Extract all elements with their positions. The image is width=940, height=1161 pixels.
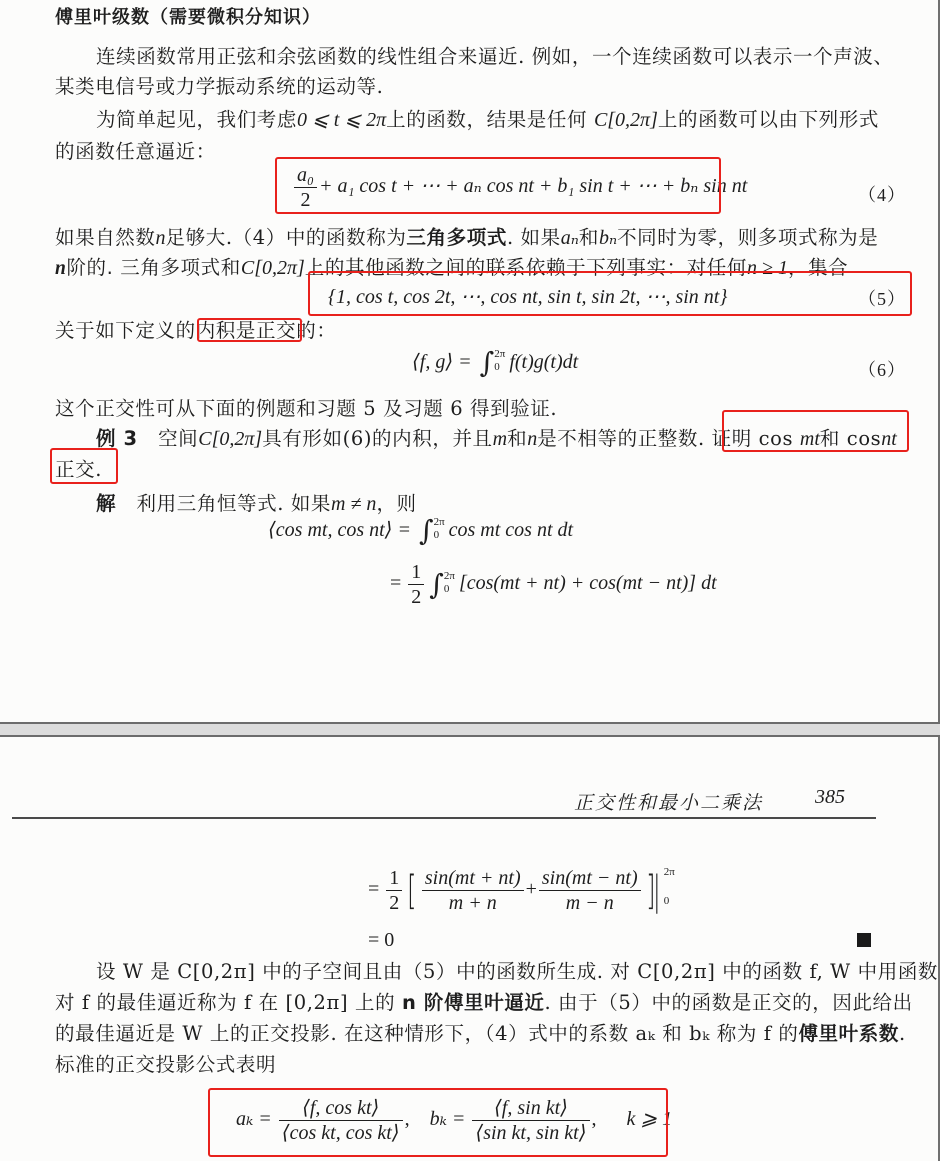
solution-label: 解 xyxy=(96,492,117,515)
fraction-sin-diff: $\frac{\sin(mt - nt)}{m - n}$ xyxy=(539,866,641,915)
example-label: 例 3 xyxy=(96,427,138,450)
section-title: 傅里叶级数（需要微积分知识） xyxy=(55,7,321,28)
fraction-sin-sum: $\frac{\sin(mt + nt)}{m + n}$ xyxy=(422,866,524,915)
solution-equation-line-2: = $\frac{1}{2}$ ∫ 2π 0 [cos(mt + nt) + cos(mt − nt)] dt xyxy=(390,561,717,608)
equation-number-5: （5） xyxy=(858,289,906,309)
fourier-coefficient-formula: aₖ = $\frac{\text{⟨f, cos kt⟩}}{\text{⟨cos kt, cos kt⟩}}$ , bₖ = $\frac{\text{⟨f, sin kt⟩}}{\text{⟨sin kt, sin kt⟩}}$ , k ⩾ 1 xyxy=(236,1097,673,1144)
equation-number-6: （6） xyxy=(858,360,906,380)
solution-line: 解 利用三角恒等式. 如果m ≠ n，则 xyxy=(96,492,417,515)
bottom-paragraph-line-3: 的最佳逼近是 W 上的正交投影. 在这种情形下，（4）式中的系数 aₖ 和 bₖ 称为 f 的傅里叶系数. xyxy=(55,1022,906,1045)
fraction-one-half: $\frac{1}{2}$ xyxy=(408,560,424,609)
term-fourier-approximation: n 阶傅里叶逼近 xyxy=(401,991,545,1014)
term-trig-polynomial: 三角多项式 xyxy=(406,226,507,249)
equation-4: $\frac{\text{a₀}}{2}$ + a₁ cos t + ⋯ + aₙ cos nt + b₁ sin t + ⋯ + bₙ sin nt xyxy=(292,163,747,212)
paragraph-5: 这个正交性可从下面的例题和习题 5 及习题 6 得到验证. xyxy=(55,397,558,420)
running-head: 正交性和最小二乘法 xyxy=(574,792,764,814)
evaluation-bar: | xyxy=(652,867,662,914)
fraction-one-half: $\frac{1}{2}$ xyxy=(386,866,402,915)
paragraph-1-line-1: 连续函数常用正弦和余弦函数的线性组合来逼近. 例如，一个连续函数可以表示一个声波、 xyxy=(96,45,894,68)
continued-equation: = $\frac{1}{2}$ [ $\frac{\sin(mt + nt)}{m + n}$ + $\frac{\sin(mt - nt)}{m - n}$ ]| 2π 0 xyxy=(368,865,675,914)
paragraph-3-line-1: 如果自然数n足够大.（4）中的函数称为三角多项式. 如果aₙ和bₙ不同时为零，则多项式称为是 xyxy=(55,226,879,249)
left-bracket: [ xyxy=(407,867,417,914)
term-fourier-coefficients: 傅里叶系数 xyxy=(798,1022,899,1045)
fraction-a0-over-2: $\frac{\text{a₀}}{2}$ xyxy=(294,163,317,212)
highlighted-phrase: 内积是正交 xyxy=(195,319,297,342)
paragraph-2-line-2: 的函数任意逼近： xyxy=(55,140,216,163)
integral-sign: ∫ xyxy=(479,346,495,380)
paragraph-4: 关于如下定义的内积是正交的： xyxy=(55,319,337,342)
bottom-paragraph-line-2: 对 f 的最佳逼近称为 f 在 [0,2π] 上的 n 阶傅里叶逼近. 由于（5）中的函数是正交的，因此给出 xyxy=(55,991,913,1014)
fraction-ak: $\frac{\text{⟨f, cos kt⟩}}{\text{⟨cos kt, cos kt⟩}}$ xyxy=(279,1096,403,1145)
equation-result-zero: = 0 xyxy=(368,929,395,951)
example-3-line-2: 正交. xyxy=(55,458,102,481)
integral-sign: ∫ xyxy=(429,567,444,601)
equation-number-4: （4） xyxy=(858,185,906,205)
page-number: 385 xyxy=(815,786,845,808)
solution-equation-line-1: ⟨cos mt, cos nt⟩ = ∫ 2π 0 cos mt cos nt dt xyxy=(268,514,574,548)
paragraph-3-line-2: n阶的. 三角多项式和C[0,2π]上的其他函数之间的联系依赖于下列事实：对任何n ≥ 1，集合 xyxy=(55,256,849,279)
bottom-paragraph-line-4: 标准的正交投影公式表明 xyxy=(55,1053,277,1076)
paragraph-2-line-1: 为简单起见，我们考虑0 ⩽ t ⩽ 2π上的函数，结果是任何 C[0,2π]上的函数可以由下列形式 xyxy=(96,108,879,131)
right-bracket: ] xyxy=(645,867,656,914)
example-3-line-1: 例 3 空间C[0,2π]具有形如(6)的内积，并且m和n是不相等的正整数. 证明 cos mt和 cosnt xyxy=(96,427,897,450)
function-space: C[0,2π] xyxy=(593,109,658,131)
integral-sign: ∫ xyxy=(418,514,434,548)
paragraph-1-line-2: 某类电信号或力学振动系统的运动等. xyxy=(55,75,384,98)
equation-5-set: {1, cos t, cos 2t, ⋯, cos nt, sin t, sin 2t, ⋯, sin nt} xyxy=(328,286,728,308)
page-separator xyxy=(0,722,940,737)
header-rule xyxy=(12,817,876,819)
equation-6: ⟨f, g⟩ = ∫ 2π 0 f(t)g(t)dt xyxy=(412,346,579,380)
qed-symbol xyxy=(857,933,871,947)
interval-math: 0 ⩽ t ⩽ 2π xyxy=(297,109,387,131)
fraction-bk: $\frac{\text{⟨f, sin kt⟩}}{\text{⟨sin kt, sin kt⟩}}$ xyxy=(472,1096,589,1145)
bottom-paragraph-line-1: 设 W 是 C[0,2π] 中的子空间且由（5）中的函数所生成. 对 C[0,2π] 中的函数 f, W 中用函数 xyxy=(96,960,939,983)
